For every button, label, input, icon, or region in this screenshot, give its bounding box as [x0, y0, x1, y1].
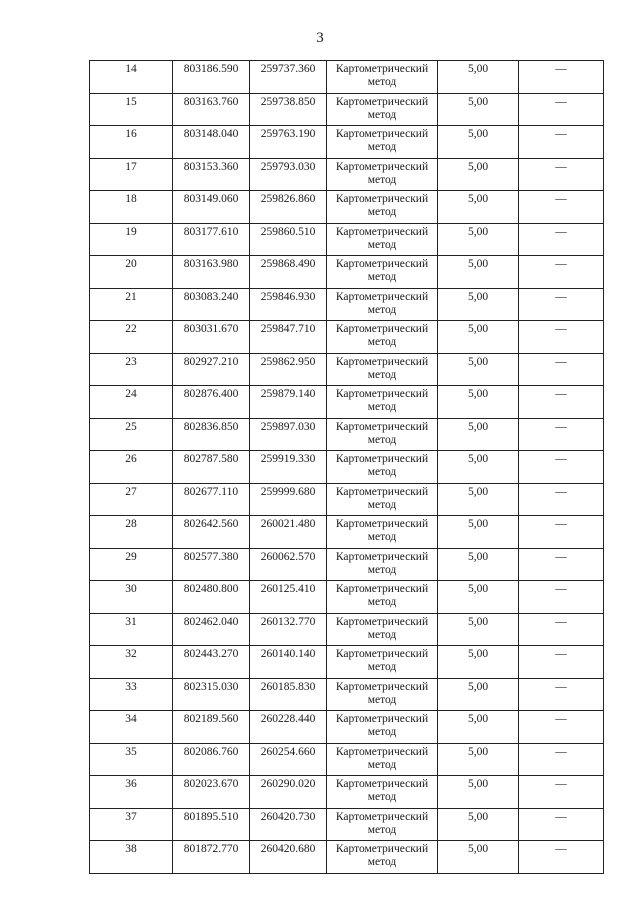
- method-line-1: Картометрический: [335, 323, 429, 335]
- method-cell: [327, 581, 438, 614]
- method-cell: [327, 158, 438, 191]
- note-cell: —: [519, 548, 604, 581]
- method-line-1: Картометрический: [335, 225, 429, 238]
- y-coordinate-cell: 260140.140: [250, 646, 327, 679]
- method-cell: [327, 548, 438, 581]
- table-row: [90, 451, 604, 484]
- table-row: [90, 256, 604, 289]
- point-number-cell: 17: [90, 158, 173, 191]
- method-line-1: Картометрический: [335, 485, 429, 498]
- method-line-2: метод: [367, 206, 397, 218]
- y-coordinate-cell: 259738.850: [250, 93, 327, 126]
- method-line-2: метод: [367, 433, 397, 446]
- note-cell: —: [519, 743, 604, 776]
- note-cell: —: [519, 93, 604, 126]
- method-cell: [327, 353, 438, 386]
- y-coordinate-cell: 260125.410: [250, 581, 327, 614]
- table-body: [90, 61, 604, 874]
- method-cell: [327, 646, 438, 679]
- method-cell: [327, 61, 438, 94]
- table-row: [90, 516, 604, 549]
- method-line-1: Картометрический: [335, 648, 429, 660]
- y-coordinate-cell: 259846.930: [250, 288, 327, 321]
- method-line-2: метод: [367, 596, 397, 608]
- method-cell: [327, 678, 438, 711]
- method-line-2: метод: [367, 108, 397, 121]
- method-line-2: метод: [367, 531, 397, 543]
- method-line-2: метод: [367, 336, 397, 348]
- y-coordinate-cell: 259897.030: [250, 418, 327, 451]
- method-line-2: метод: [367, 368, 397, 381]
- table-row: [90, 678, 604, 711]
- method-line-1: Картометрический: [335, 128, 429, 140]
- x-coordinate-cell: 803163.760: [173, 93, 250, 126]
- method-cell: [327, 93, 438, 126]
- point-number-cell: 21: [90, 288, 173, 321]
- method-cell: [327, 418, 438, 451]
- table-row: [90, 483, 604, 516]
- x-coordinate-cell: 802189.560: [173, 711, 250, 744]
- method-line-1: Картометрический: [335, 745, 429, 758]
- method-line-1: Картометрический: [335, 453, 429, 465]
- accuracy-cell: 5,00: [438, 841, 519, 874]
- accuracy-cell: 5,00: [438, 581, 519, 614]
- method-line-1: Картометрический: [335, 63, 429, 75]
- note-cell: —: [519, 646, 604, 679]
- method-line-2: метод: [367, 628, 397, 641]
- table-row: [90, 646, 604, 679]
- point-number-cell: 37: [90, 808, 173, 841]
- x-coordinate-cell: 803163.980: [173, 256, 250, 289]
- method-line-1: Картометрический: [335, 290, 429, 303]
- table-row: [90, 191, 604, 224]
- point-number-cell: 30: [90, 581, 173, 614]
- method-line-1: Картометрический: [335, 160, 429, 173]
- y-coordinate-cell: 259847.710: [250, 321, 327, 354]
- x-coordinate-cell: 802023.670: [173, 776, 250, 809]
- method-line-2: метод: [367, 271, 397, 283]
- method-line-1: Картометрический: [335, 193, 429, 205]
- method-line-1: Картометрический: [335, 95, 429, 108]
- x-coordinate-cell: 803149.060: [173, 191, 250, 224]
- x-coordinate-cell: 803177.610: [173, 223, 250, 256]
- accuracy-cell: 5,00: [438, 126, 519, 159]
- note-cell: —: [519, 678, 604, 711]
- x-coordinate-cell: 802443.270: [173, 646, 250, 679]
- method-line-2: метод: [367, 76, 397, 88]
- accuracy-cell: 5,00: [438, 516, 519, 549]
- table-row: [90, 613, 604, 646]
- method-cell: [327, 613, 438, 646]
- accuracy-cell: 5,00: [438, 223, 519, 256]
- method-cell: [327, 321, 438, 354]
- method-line-2: метод: [367, 401, 397, 413]
- point-number-cell: 27: [90, 483, 173, 516]
- x-coordinate-cell: 802086.760: [173, 743, 250, 776]
- x-coordinate-cell: 802836.850: [173, 418, 250, 451]
- accuracy-cell: 5,00: [438, 158, 519, 191]
- accuracy-cell: 5,00: [438, 776, 519, 809]
- method-line-2: метод: [367, 238, 397, 251]
- method-line-2: метод: [367, 693, 397, 706]
- method-cell: [327, 808, 438, 841]
- accuracy-cell: 5,00: [438, 191, 519, 224]
- y-coordinate-cell: 259879.140: [250, 386, 327, 419]
- accuracy-cell: 5,00: [438, 808, 519, 841]
- note-cell: —: [519, 418, 604, 451]
- x-coordinate-cell: 802876.400: [173, 386, 250, 419]
- point-number-cell: 20: [90, 256, 173, 289]
- method-line-1: Картометрический: [335, 713, 429, 725]
- x-coordinate-cell: 802927.210: [173, 353, 250, 386]
- x-coordinate-cell: 803031.670: [173, 321, 250, 354]
- method-line-1: Картометрический: [335, 810, 429, 823]
- method-line-1: Картометрический: [335, 680, 429, 693]
- method-cell: [327, 386, 438, 419]
- point-number-cell: 29: [90, 548, 173, 581]
- table-row: [90, 808, 604, 841]
- method-cell: [327, 743, 438, 776]
- accuracy-cell: 5,00: [438, 483, 519, 516]
- table-row: [90, 288, 604, 321]
- method-line-1: Картометрический: [335, 550, 429, 563]
- accuracy-cell: 5,00: [438, 451, 519, 484]
- y-coordinate-cell: 260132.770: [250, 613, 327, 646]
- note-cell: —: [519, 776, 604, 809]
- accuracy-cell: 5,00: [438, 743, 519, 776]
- method-line-1: Картометрический: [335, 518, 429, 530]
- point-number-cell: 16: [90, 126, 173, 159]
- point-number-cell: 22: [90, 321, 173, 354]
- method-line-2: метод: [367, 726, 397, 738]
- table-row: [90, 158, 604, 191]
- note-cell: —: [519, 483, 604, 516]
- note-cell: —: [519, 223, 604, 256]
- x-coordinate-cell: 803186.590: [173, 61, 250, 94]
- accuracy-cell: 5,00: [438, 61, 519, 94]
- table-row: [90, 386, 604, 419]
- method-line-1: Картометрический: [335, 583, 429, 595]
- x-coordinate-cell: 802315.030: [173, 678, 250, 711]
- table-row: [90, 61, 604, 94]
- table-row: [90, 711, 604, 744]
- method-line-2: метод: [367, 498, 397, 511]
- note-cell: —: [519, 61, 604, 94]
- x-coordinate-cell: 802480.800: [173, 581, 250, 614]
- accuracy-cell: 5,00: [438, 93, 519, 126]
- y-coordinate-cell: 259826.860: [250, 191, 327, 224]
- x-coordinate-cell: 802577.380: [173, 548, 250, 581]
- method-line-1: Картометрический: [335, 615, 429, 628]
- note-cell: —: [519, 808, 604, 841]
- note-cell: —: [519, 711, 604, 744]
- method-line-2: метод: [367, 141, 397, 153]
- y-coordinate-cell: 260420.730: [250, 808, 327, 841]
- method-cell: [327, 126, 438, 159]
- method-cell: [327, 516, 438, 549]
- note-cell: —: [519, 288, 604, 321]
- point-number-cell: 25: [90, 418, 173, 451]
- x-coordinate-cell: 802677.110: [173, 483, 250, 516]
- method-cell: [327, 256, 438, 289]
- point-number-cell: 15: [90, 93, 173, 126]
- note-cell: —: [519, 158, 604, 191]
- y-coordinate-cell: 259868.490: [250, 256, 327, 289]
- table-row: [90, 223, 604, 256]
- point-number-cell: 34: [90, 711, 173, 744]
- method-line-2: метод: [367, 661, 397, 673]
- point-number-cell: 14: [90, 61, 173, 94]
- accuracy-cell: 5,00: [438, 256, 519, 289]
- note-cell: —: [519, 613, 604, 646]
- x-coordinate-cell: 802642.560: [173, 516, 250, 549]
- point-number-cell: 31: [90, 613, 173, 646]
- y-coordinate-cell: 259763.190: [250, 126, 327, 159]
- table-row: [90, 418, 604, 451]
- method-line-2: метод: [367, 563, 397, 576]
- method-cell: [327, 191, 438, 224]
- method-line-2: метод: [367, 466, 397, 478]
- y-coordinate-cell: 259860.510: [250, 223, 327, 256]
- x-coordinate-cell: 801895.510: [173, 808, 250, 841]
- method-cell: [327, 451, 438, 484]
- method-line-2: метод: [367, 823, 397, 836]
- table-row: [90, 353, 604, 386]
- point-number-cell: 33: [90, 678, 173, 711]
- y-coordinate-cell: 259737.360: [250, 61, 327, 94]
- x-coordinate-cell: 801872.770: [173, 841, 250, 874]
- method-line-2: метод: [367, 303, 397, 316]
- x-coordinate-cell: 802462.040: [173, 613, 250, 646]
- point-number-cell: 36: [90, 776, 173, 809]
- x-coordinate-cell: 803083.240: [173, 288, 250, 321]
- y-coordinate-cell: 259862.950: [250, 353, 327, 386]
- y-coordinate-cell: 260254.660: [250, 743, 327, 776]
- accuracy-cell: 5,00: [438, 353, 519, 386]
- method-cell: [327, 841, 438, 874]
- method-line-2: метод: [367, 856, 397, 868]
- method-cell: [327, 288, 438, 321]
- table-row: [90, 841, 604, 874]
- accuracy-cell: 5,00: [438, 288, 519, 321]
- note-cell: —: [519, 191, 604, 224]
- x-coordinate-cell: 803148.040: [173, 126, 250, 159]
- y-coordinate-cell: 260228.440: [250, 711, 327, 744]
- x-coordinate-cell: 803153.360: [173, 158, 250, 191]
- page-number: 3: [316, 30, 324, 46]
- y-coordinate-cell: 259793.030: [250, 158, 327, 191]
- point-number-cell: 26: [90, 451, 173, 484]
- note-cell: —: [519, 126, 604, 159]
- accuracy-cell: 5,00: [438, 646, 519, 679]
- method-cell: [327, 711, 438, 744]
- method-line-2: метод: [367, 791, 397, 803]
- method-line-1: Картометрический: [335, 388, 429, 400]
- y-coordinate-cell: 260420.680: [250, 841, 327, 874]
- method-line-1: Картометрический: [335, 778, 429, 790]
- method-cell: [327, 483, 438, 516]
- method-line-2: метод: [367, 758, 397, 771]
- point-number-cell: 38: [90, 841, 173, 874]
- method-cell: [327, 776, 438, 809]
- point-number-cell: 32: [90, 646, 173, 679]
- accuracy-cell: 5,00: [438, 548, 519, 581]
- point-number-cell: 19: [90, 223, 173, 256]
- point-number-cell: 24: [90, 386, 173, 419]
- note-cell: —: [519, 516, 604, 549]
- note-cell: —: [519, 353, 604, 386]
- note-cell: —: [519, 386, 604, 419]
- table-row: [90, 776, 604, 809]
- y-coordinate-cell: 260290.020: [250, 776, 327, 809]
- method-line-2: метод: [367, 173, 397, 186]
- note-cell: —: [519, 581, 604, 614]
- point-number-cell: 23: [90, 353, 173, 386]
- method-line-1: Картометрический: [335, 843, 429, 855]
- note-cell: —: [519, 256, 604, 289]
- note-cell: —: [519, 451, 604, 484]
- table-row: [90, 743, 604, 776]
- point-number-cell: 35: [90, 743, 173, 776]
- method-cell: [327, 223, 438, 256]
- table-row: [90, 321, 604, 354]
- note-cell: —: [519, 321, 604, 354]
- table-row: [90, 93, 604, 126]
- accuracy-cell: 5,00: [438, 386, 519, 419]
- table-row: [90, 548, 604, 581]
- note-cell: —: [519, 841, 604, 874]
- y-coordinate-cell: 260021.480: [250, 516, 327, 549]
- accuracy-cell: 5,00: [438, 711, 519, 744]
- y-coordinate-cell: 260062.570: [250, 548, 327, 581]
- method-line-1: Картометрический: [335, 258, 429, 270]
- accuracy-cell: 5,00: [438, 418, 519, 451]
- y-coordinate-cell: 259919.330: [250, 451, 327, 484]
- accuracy-cell: 5,00: [438, 321, 519, 354]
- method-line-1: Картометрический: [335, 420, 429, 433]
- y-coordinate-cell: 260185.830: [250, 678, 327, 711]
- method-line-1: Картометрический: [335, 355, 429, 368]
- coordinates-table: [89, 60, 604, 874]
- x-coordinate-cell: 802787.580: [173, 451, 250, 484]
- point-number-cell: 18: [90, 191, 173, 224]
- accuracy-cell: 5,00: [438, 613, 519, 646]
- table-row: [90, 581, 604, 614]
- y-coordinate-cell: 259999.680: [250, 483, 327, 516]
- table-row: [90, 126, 604, 159]
- point-number-cell: 28: [90, 516, 173, 549]
- accuracy-cell: 5,00: [438, 678, 519, 711]
